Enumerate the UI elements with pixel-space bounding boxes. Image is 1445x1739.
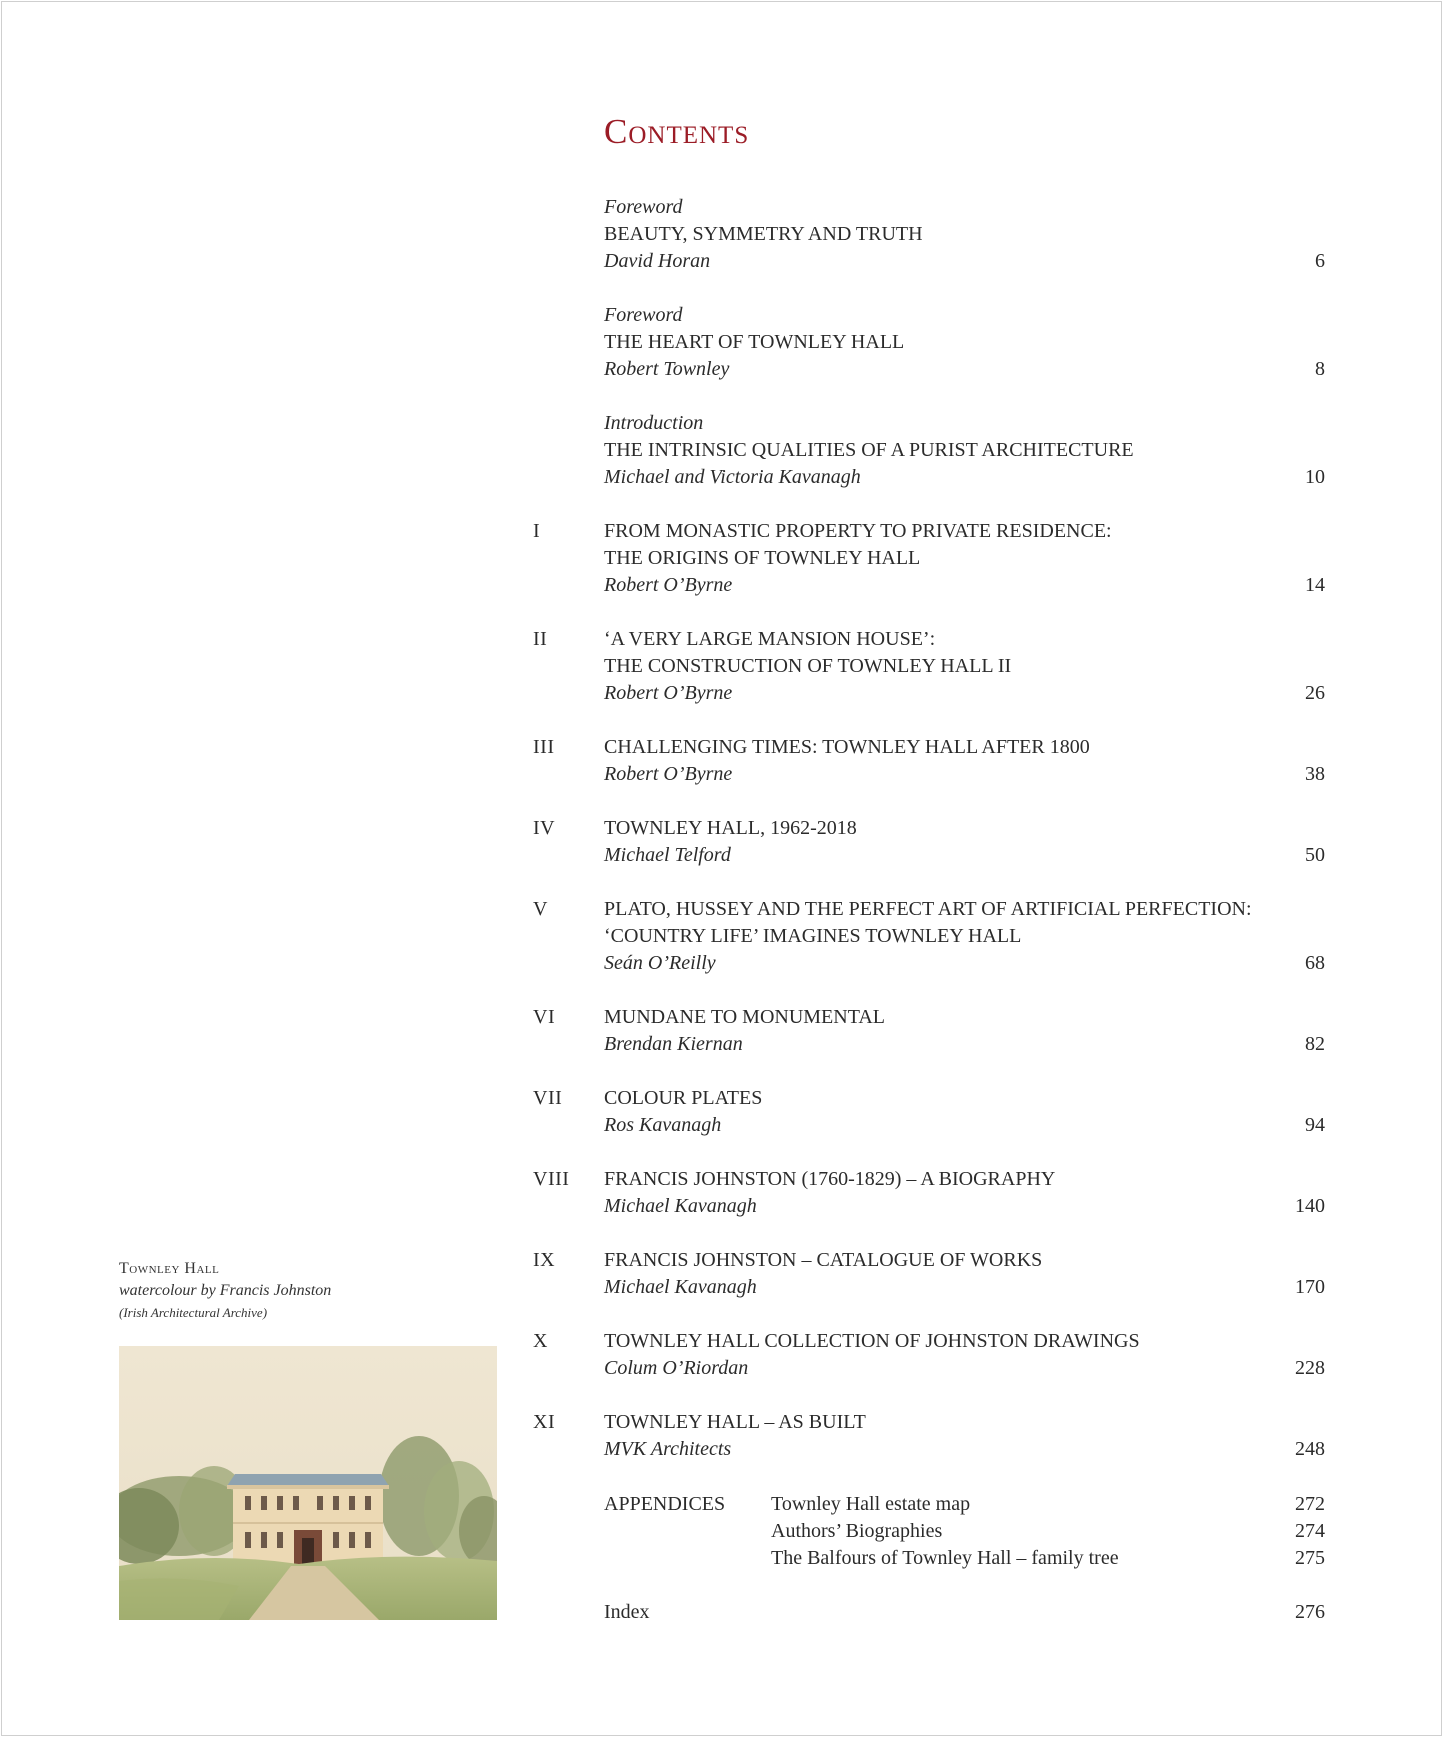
entry-heading: FROM MONASTIC PROPERTY TO PRIVATE RESIDENCE: — [604, 520, 1112, 542]
entry-page-number: 14 — [1305, 574, 1325, 596]
entry-author: Colum O’Riordan — [604, 1357, 749, 1379]
toc-entry[interactable] — [530, 518, 1325, 599]
entry-heading: TOWNLEY HALL – AS BUILT — [604, 1411, 866, 1433]
entry-heading: MUNDANE TO MONUMENTAL — [604, 1006, 885, 1028]
entry-author: Ros Kavanagh — [604, 1114, 722, 1136]
entry-page-number: 26 — [1305, 682, 1325, 704]
entry-text — [604, 410, 1304, 491]
toc-entry[interactable] — [530, 194, 1325, 275]
chapter-numeral: IV — [533, 817, 556, 839]
entry-heading: PLATO, HUSSEY AND THE PERFECT ART OF ARTIFICIAL PERFECTION: — [604, 898, 1252, 920]
toc-entry[interactable] — [530, 302, 1325, 383]
entry-page-number: 8 — [1315, 358, 1325, 380]
caption-subtitle: watercolour by Francis Johnston — [119, 1282, 332, 1299]
chapter-numeral: I — [533, 520, 541, 542]
entry-page-number: 38 — [1305, 763, 1325, 785]
entry-page-number: 94 — [1305, 1114, 1325, 1136]
entry-heading: COLOUR PLATES — [604, 1087, 763, 1109]
image-caption — [119, 1258, 331, 1324]
appendix-page-number: 275 — [1295, 1547, 1325, 1569]
toc-entry[interactable] — [530, 815, 1325, 869]
entry-page-number: 10 — [1305, 466, 1325, 488]
entry-heading: THE HEART OF TOWNLEY HALL — [604, 331, 905, 353]
entry-page-number: 50 — [1305, 844, 1325, 866]
entry-text — [604, 626, 1304, 707]
entry-text — [604, 1085, 1304, 1139]
entry-page-number: 228 — [1295, 1357, 1325, 1379]
entry-page-number: 6 — [1315, 250, 1325, 272]
index-entry[interactable] — [604, 1599, 1325, 1626]
entry-text — [604, 1328, 1304, 1382]
entry-author: Michael Telford — [604, 844, 731, 866]
appendix-item[interactable] — [771, 1545, 1325, 1572]
entry-text — [604, 194, 1304, 275]
index-page-number: 276 — [1295, 1601, 1325, 1623]
entry-author: Seán O’Reilly — [604, 952, 716, 974]
chapter-numeral: IX — [533, 1249, 556, 1271]
entry-text — [604, 518, 1304, 599]
toc-entry[interactable] — [530, 1166, 1325, 1220]
entry-text — [604, 1004, 1304, 1058]
entry-page-number: 82 — [1305, 1033, 1325, 1055]
toc-entry[interactable] — [530, 896, 1325, 977]
entry-kicker: Foreword — [604, 304, 683, 326]
entry-page-number: 140 — [1295, 1195, 1325, 1217]
entry-author: Robert O’Byrne — [604, 574, 733, 596]
entry-text — [604, 896, 1304, 977]
entry-author: David Horan — [604, 250, 711, 272]
entry-author: MVK Architects — [604, 1438, 732, 1460]
chapter-numeral: X — [533, 1330, 548, 1352]
toc-entry[interactable] — [530, 1409, 1325, 1463]
entry-text — [604, 815, 1304, 869]
chapter-numeral: VI — [533, 1006, 556, 1028]
entry-author: Robert Townley — [604, 358, 730, 380]
entry-author: Michael and Victoria Kavanagh — [604, 466, 861, 488]
chapter-numeral: V — [533, 898, 548, 920]
entry-heading: TOWNLEY HALL, 1962-2018 — [604, 817, 857, 839]
chapter-numeral: VII — [533, 1087, 563, 1109]
caption-title: Townley Hall — [119, 1260, 220, 1277]
entry-page-number: 68 — [1305, 952, 1325, 974]
appendix-title: Authors’ Biographies — [771, 1520, 943, 1542]
toc-entry[interactable] — [530, 1085, 1325, 1139]
entry-author: Michael Kavanagh — [604, 1276, 757, 1298]
entry-heading: TOWNLEY HALL COLLECTION OF JOHNSTON DRAWINGS — [604, 1330, 1140, 1352]
appendix-title: Townley Hall estate map — [771, 1493, 971, 1515]
index-label: Index — [604, 1601, 650, 1623]
entry-author: Robert O’Byrne — [604, 682, 733, 704]
entry-heading: FRANCIS JOHNSTON – CATALOGUE OF WORKS — [604, 1249, 1043, 1271]
entry-author: Robert O’Byrne — [604, 763, 733, 785]
entry-heading: THE INTRINSIC QUALITIES OF A PURIST ARCHITECTURE — [604, 439, 1134, 461]
appendices-list — [771, 1491, 1325, 1572]
entry-heading: THE ORIGINS OF TOWNLEY HALL — [604, 547, 921, 569]
appendix-title: The Balfours of Townley Hall – family tree — [771, 1547, 1119, 1569]
chapter-numeral: III — [533, 736, 555, 758]
entry-text — [604, 302, 1304, 383]
toc-entry[interactable] — [530, 734, 1325, 788]
entry-heading: CHALLENGING TIMES: TOWNLEY HALL AFTER 1800 — [604, 736, 1090, 758]
entry-page-number: 248 — [1295, 1438, 1325, 1460]
appendices-label: APPENDICES — [604, 1493, 726, 1515]
toc-entry[interactable] — [530, 1328, 1325, 1382]
townley-hall-watercolour — [119, 1346, 497, 1620]
toc-entry[interactable] — [530, 1247, 1325, 1301]
contents-title: Contents — [604, 112, 750, 151]
entry-text — [604, 734, 1304, 788]
entry-author: Michael Kavanagh — [604, 1195, 757, 1217]
chapter-numeral: XI — [533, 1411, 556, 1433]
entry-kicker: Introduction — [604, 412, 704, 434]
entry-heading: ‘COUNTRY LIFE’ IMAGINES TOWNLEY HALL — [604, 925, 1022, 947]
appendix-page-number: 274 — [1295, 1520, 1325, 1542]
entry-author: Brendan Kiernan — [604, 1033, 743, 1055]
entry-heading: FRANCIS JOHNSTON (1760-1829) – A BIOGRAPHY — [604, 1168, 1056, 1190]
toc-entry[interactable] — [530, 410, 1325, 491]
appendix-item[interactable] — [771, 1518, 1325, 1545]
chapter-numeral: II — [533, 628, 548, 650]
entry-text — [604, 1166, 1304, 1220]
toc-entry[interactable] — [530, 626, 1325, 707]
entry-text — [604, 1409, 1304, 1463]
entry-heading: BEAUTY, SYMMETRY AND TRUTH — [604, 223, 923, 245]
toc-entry[interactable] — [530, 1004, 1325, 1058]
entry-heading: THE CONSTRUCTION OF TOWNLEY HALL II — [604, 655, 1012, 677]
entry-page-number: 170 — [1295, 1276, 1325, 1298]
appendix-item[interactable] — [771, 1491, 1325, 1518]
caption-credit: (Irish Architectural Archive) — [119, 1305, 268, 1320]
entry-kicker: Foreword — [604, 196, 683, 218]
entry-heading: ‘A VERY LARGE MANSION HOUSE’: — [604, 628, 936, 650]
appendix-page-number: 272 — [1295, 1493, 1325, 1515]
chapter-numeral: VIII — [533, 1168, 570, 1190]
entry-text — [604, 1247, 1304, 1301]
